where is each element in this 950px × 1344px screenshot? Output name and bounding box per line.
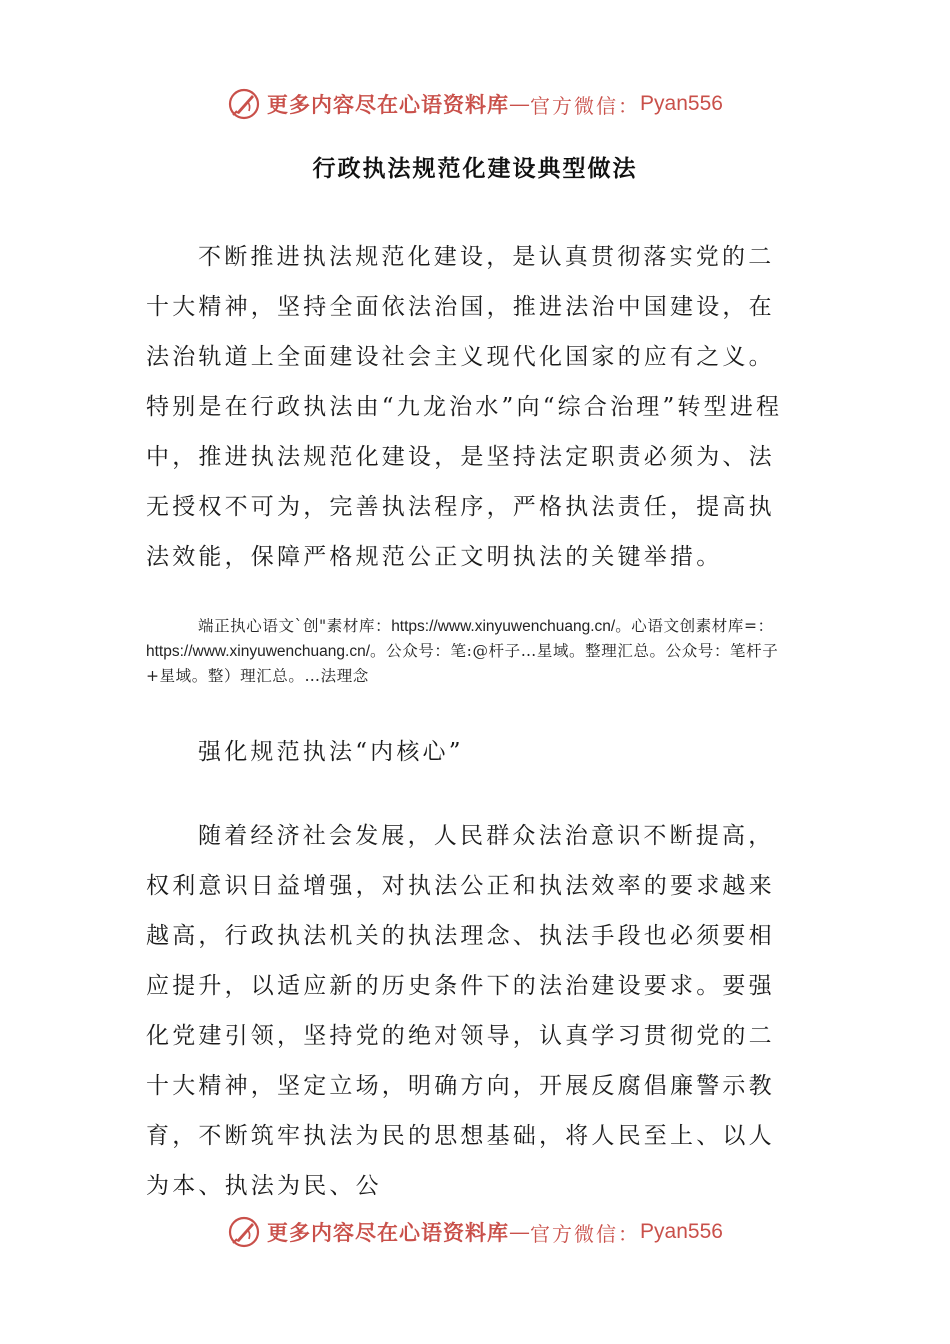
section-heading: 强化规范执法“内核心” bbox=[198, 739, 464, 765]
quill-pen-logo-icon bbox=[227, 1215, 261, 1249]
header-banner bbox=[0, 84, 950, 124]
banner-separator: — bbox=[509, 92, 531, 116]
footer-banner bbox=[0, 1212, 950, 1252]
promo-url-2: https://www.xinyuwenchuang.cn/ bbox=[146, 643, 371, 660]
promo-url-1: https://www.xinyuwenchuang.cn/ bbox=[391, 618, 616, 635]
banner-wechat-handle: Pyan556 bbox=[640, 1220, 723, 1243]
banner-separator: — bbox=[509, 1220, 531, 1244]
banner-official-label: 官方微信： bbox=[530, 93, 641, 118]
promo-text-part-1: 端正执心语文`创"素材库： bbox=[198, 617, 392, 635]
banner-main-text: 更多内容尽在心语资料库 bbox=[267, 1220, 510, 1245]
banner-wechat-handle: Pyan556 bbox=[640, 92, 723, 115]
promo-text-part-3: 。公众号：笔:@杆子…星域。整理汇总。公众号：笔杆子+星域。整）理汇总。…法理念 bbox=[146, 642, 779, 685]
banner-main-text: 更多内容尽在心语资料库 bbox=[267, 92, 510, 117]
quill-pen-logo-icon bbox=[227, 87, 261, 121]
promo-watermark-text bbox=[146, 614, 800, 689]
banner-official-label: 官方微信： bbox=[530, 1221, 641, 1246]
promo-text-part-2: 。心语文创素材库=： bbox=[615, 617, 774, 635]
body-paragraph: 随着经济社会发展，人民群众法治意识不断提高，权利意识日益增强，对执法公正和执法效率的要求越来越高，行政执法机关的执法理念、执法手段也必须要相应提升，以适应新的历史条件下的法治建设要求。要强化党建引领，坚持党的绝对领导，认真学习贯彻党的二十大精神，坚定立场，明确方向，开展反腐倡廉警示教育，不断筑牢执法为民的思想基础，将人民至上、以人为本、执法为民、公 bbox=[146, 823, 775, 1199]
document-title: 行政执法规范化建设典型做法 bbox=[312, 155, 638, 182]
intro-paragraph: 不断推进执法规范化建设，是认真贯彻落实党的二十大精神，坚持全面依法治国，推进法治中国建设，在法治轨道上全面建设社会主义现代化国家的应有之义。特别是在行政执法由“九龙治水”向“综合治理”转型进程中，推进执法规范化建设，是坚持法定职责必须为、法无授权不可为，完善执法程序，严格执法责任，提高执法效能，保障严格规范公正文明执法的关键举措。 bbox=[146, 244, 783, 570]
